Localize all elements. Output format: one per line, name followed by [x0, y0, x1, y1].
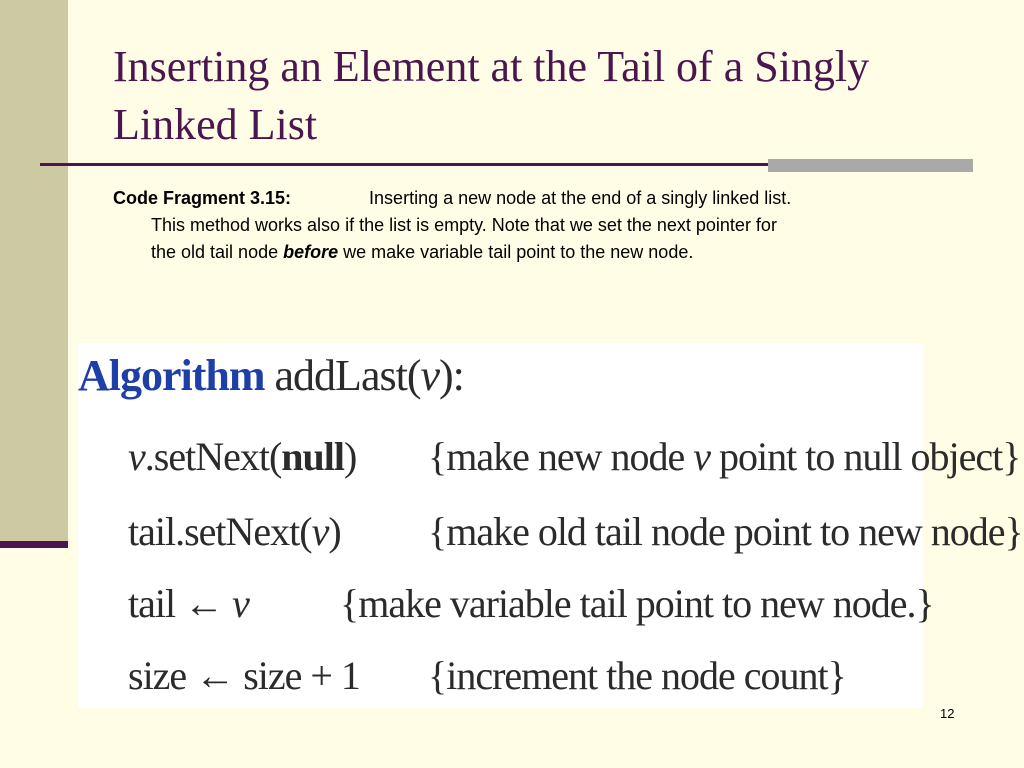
algorithm-step-comment: {make variable tail point to new node.}	[340, 581, 934, 626]
algorithm-step-code: size ← size + 1	[128, 653, 360, 698]
caption-line-2: This method works also if the list is empty. Note that we set the next pointer for	[151, 215, 777, 235]
code-fragment-caption	[113, 185, 983, 266]
algorithm-header: Algorithm addLast(v):	[78, 351, 464, 400]
algorithm-step-code: tail.setNext(v)	[128, 509, 341, 554]
algorithm-keyword: Algorithm	[78, 351, 265, 400]
algorithm-step-code: tail ← v	[128, 581, 249, 626]
title-underline	[40, 163, 775, 166]
algorithm-figure	[78, 343, 1023, 708]
algorithm-step-comment: {make new node v point to null object}	[428, 434, 1021, 479]
page-number: 12	[940, 706, 955, 721]
caption-line-3: the old tail node before we make variable tail point to the new node.	[151, 242, 694, 262]
algorithm-step-code: v.setNext(null)	[128, 434, 357, 479]
caption-label: Code Fragment 3.15:	[113, 188, 292, 208]
caption-line-1: Inserting a new node at the end of a singly linked list.	[369, 188, 792, 208]
slide-title: Inserting an Element at the Tail of a Singly Linked List	[113, 42, 870, 149]
algorithm-step-comment: {increment the node count}	[428, 653, 846, 698]
algorithm-step-comment: {make old tail node point to new node}	[428, 509, 1023, 554]
left-accent-band	[0, 0, 68, 545]
left-accent-rule	[0, 541, 68, 548]
title-underline-accent	[768, 159, 973, 169]
caption-emphasis: before	[283, 242, 339, 262]
